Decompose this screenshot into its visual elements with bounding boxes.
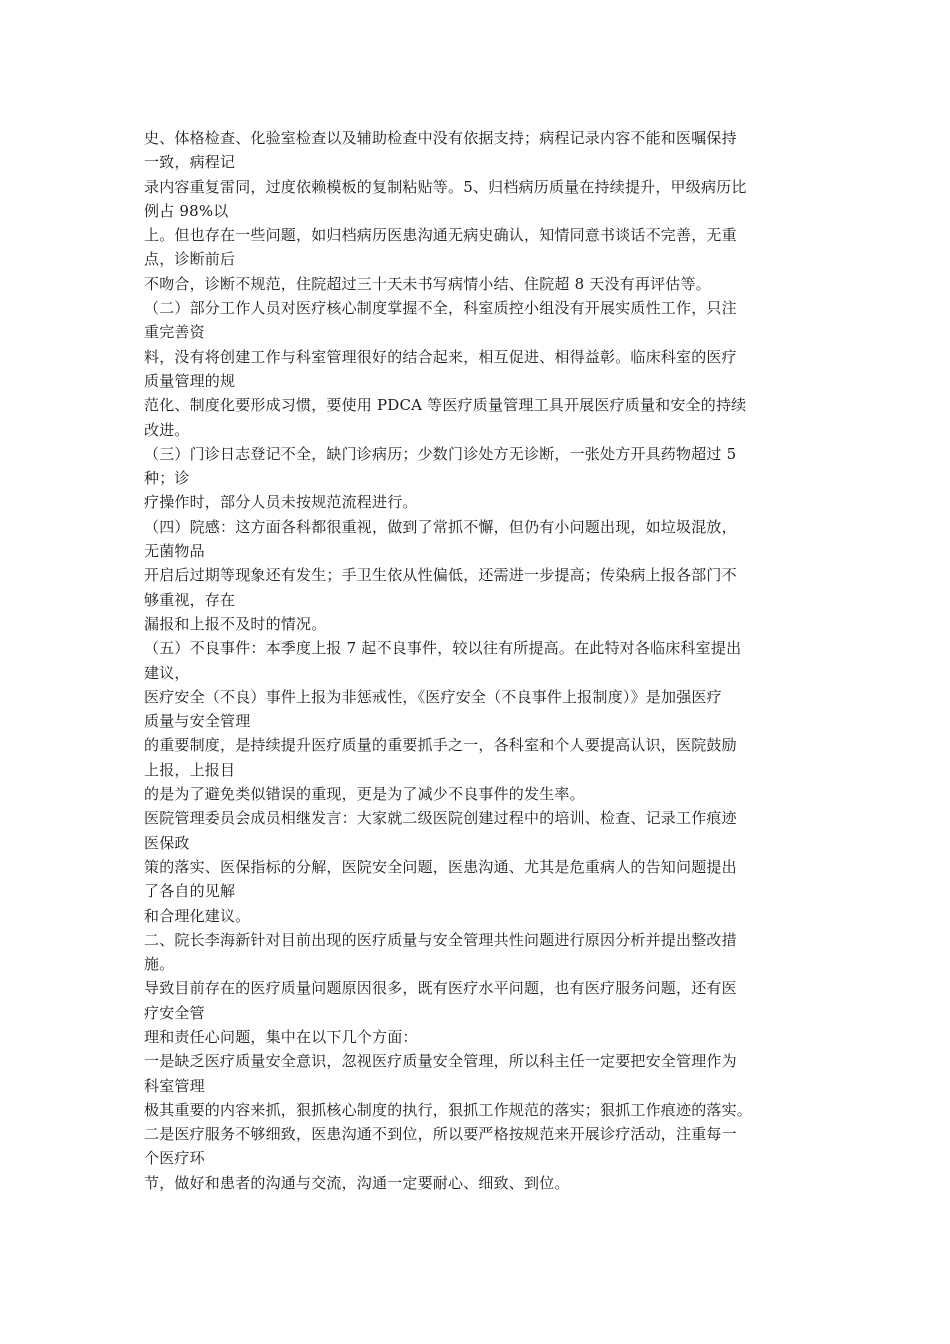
- text-line: 不吻合，诊断不规范，住院超过三十天未书写病情小结、住院超 8 天没有再评估等。: [144, 274, 711, 293]
- text-line: 点，诊断前后: [144, 250, 236, 269]
- text-line: （四）院感：这方面各科都很重视，做到了常抓不懈，但仍有小问题出现，如垃圾混放，: [144, 517, 737, 536]
- text-line: 一是缺乏医疗质量安全意识，忽视医疗质量安全管理，所以科主任一定要把安全管理作为: [144, 1052, 737, 1071]
- text-line: 和合理化建议。: [144, 906, 251, 925]
- text-line: 漏报和上报不及时的情况。: [144, 614, 327, 633]
- text-line: 的是为了避免类似错误的重现，更是为了减少不良事件的发生率。: [144, 785, 585, 804]
- text-line: 极其重要的内容来抓，狠抓核心制度的执行，狠抓工作规范的落实；狠抓工作痕迹的落实。: [144, 1100, 753, 1119]
- text-line: 范化、制度化要形成习惯，要使用 PDCA 等医疗质量管理工具开展医疗质量和安全的持续: [144, 396, 747, 415]
- text-line: 史、体格检查、化验室检查以及辅助检查中没有依据支持；病程记录内容不能和医嘱保持: [144, 129, 737, 147]
- text-line: 例占 98%以: [144, 201, 229, 220]
- text-line: 医院管理委员会成员相继发言：大家就二级医院创建过程中的培训、检查、记录工作痕迹: [144, 809, 737, 828]
- document-page: [144, 126, 814, 1195]
- text-line: 建议，: [144, 663, 190, 682]
- text-line: 二、院长李海新针对目前出现的医疗质量与安全管理共性问题进行原因分析并提出整改措: [144, 930, 737, 949]
- text-line: 开启后过期等现象还有发生；手卫生依从性偏低，还需进一步提高；传染病上报各部门不: [144, 566, 737, 585]
- text-line: （二）部分工作人员对医疗核心制度掌握不全，科室质控小组没有开展实质性工作，只注: [144, 299, 737, 318]
- text-line: 了各自的见解: [144, 882, 236, 901]
- text-line: （五）不良事件：本季度上报 7 起不良事件，较以往有所提高。在此特对各临床科室提出: [144, 639, 742, 658]
- text-line: 种；诊: [144, 469, 190, 488]
- text-line: 质量管理的规: [144, 371, 236, 390]
- text-line: 医疗安全（不良）事件上报为非惩戒性，《医疗安全（不良事件上报制度）》是加强医疗: [144, 687, 722, 706]
- text-line: 策的落实、医保指标的分解，医院安全问题，医患沟通、尤其是危重病人的告知问题提出: [144, 857, 737, 876]
- text-line: （三）门诊日志登记不全，缺门诊病历；少数门诊处方无诊断，一张处方开具药物超过 5: [144, 444, 737, 463]
- text-line: 改进。: [144, 420, 190, 439]
- text-line: 疗操作时，部分人员未按规范流程进行。: [144, 493, 418, 512]
- text-line: 疗安全管: [144, 1003, 205, 1022]
- text-line: 够重视，存在: [144, 590, 236, 609]
- text-line: 施。: [144, 955, 175, 974]
- text-line: 的重要制度，是持续提升医疗质量的重要抓手之一，各科室和个人要提高认识，医院鼓励: [144, 736, 737, 755]
- text-line: 科室管理: [144, 1076, 205, 1095]
- text-line: 料，没有将创建工作与科室管理很好的结合起来，相互促进、相得益彰。临床科室的医疗: [144, 347, 737, 366]
- text-line: 二是医疗服务不够细致，医患沟通不到位，所以要严格按规范来开展诊疗活动，注重每一: [144, 1125, 737, 1144]
- text-line: 上报，上报目: [144, 760, 236, 779]
- text-line: 录内容重复雷同，过度依赖模板的复制粘贴等。5、归档病历质量在持续提升，甲级病历比: [144, 177, 747, 196]
- text-line: 导致目前存在的医疗质量问题原因很多，既有医疗水平问题，也有医疗服务问题，还有医: [144, 979, 737, 998]
- text-line: 无菌物品: [144, 542, 205, 561]
- text-line: 节，做好和患者的沟通与交流，沟通一定要耐心、细致、到位。: [144, 1173, 570, 1192]
- text-line: 个医疗环: [144, 1149, 205, 1168]
- text-line: 重完善资: [144, 323, 205, 342]
- text-line: 理和责任心问题，集中在以下几个方面：: [144, 1027, 418, 1046]
- text-line: 上。但也存在一些问题，如归档病历医患沟通无病史确认，知情同意书谈话不完善，无重: [144, 226, 737, 245]
- text-line: 一致，病程记: [144, 153, 236, 172]
- text-line: 医保政: [144, 833, 190, 852]
- text-line: 质量与安全管理: [144, 712, 251, 731]
